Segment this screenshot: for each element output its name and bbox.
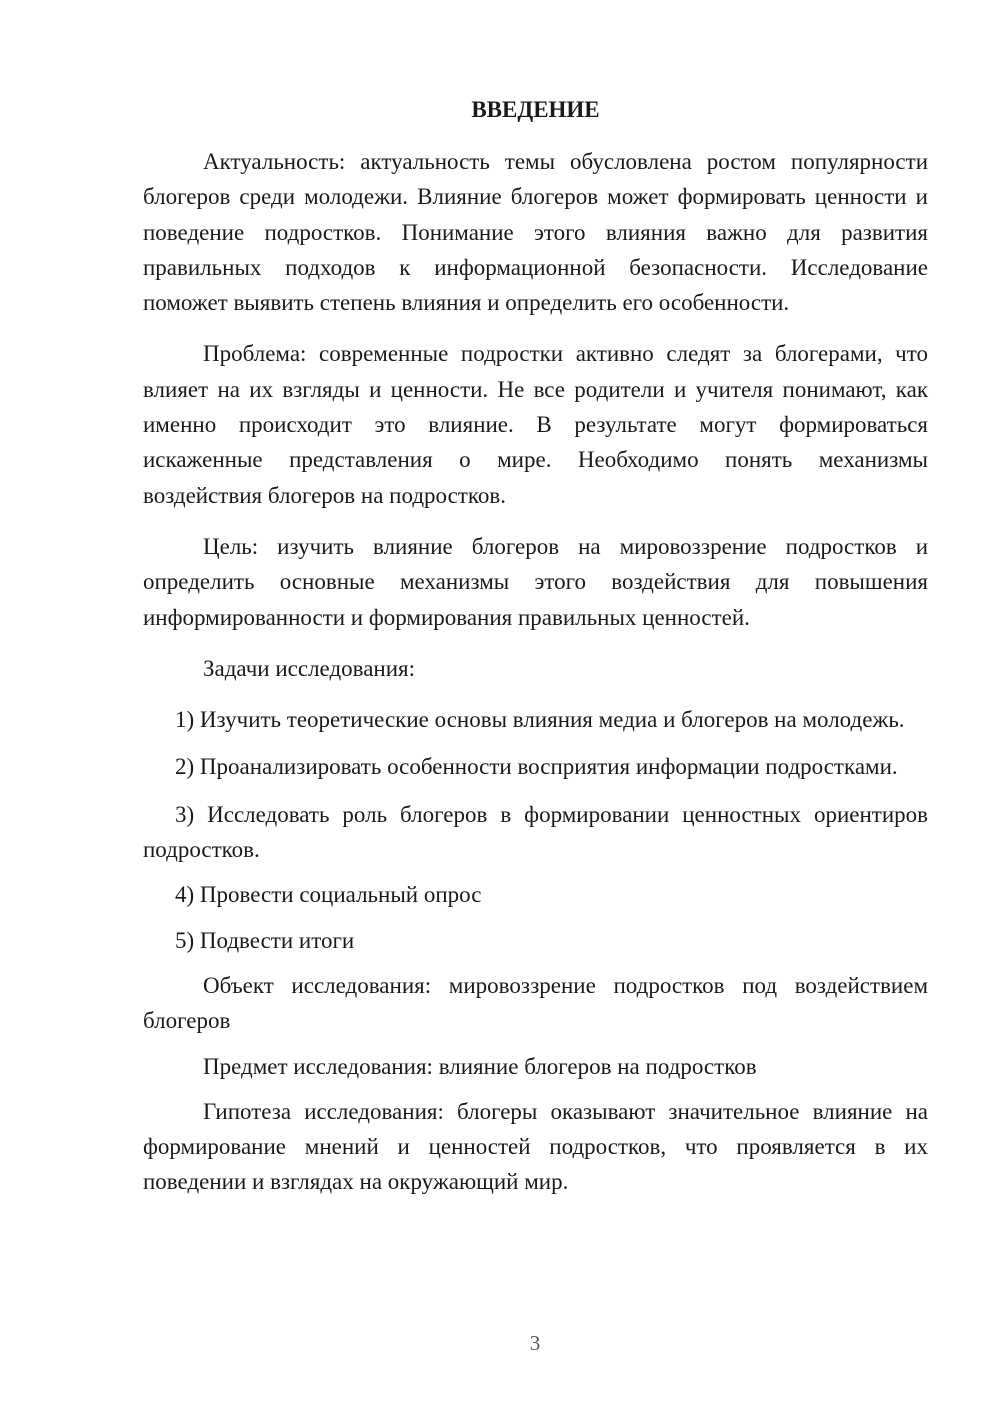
paragraph-goal: Цель: изучить влияние блогеров на мировоззрение подростков и определить основные механизмы этого воздействия для повышения информированности и формирования правильных ценностей. bbox=[143, 533, 928, 630]
paragraph-hypothesis: Гипотеза исследования: блогеры оказывают значительное влияние на формирование мнений и ценностей подростков, что проявляется в их поведении и взглядах на окружающий мир. bbox=[143, 1098, 928, 1195]
paragraph-object: Объект исследования: мировоззрение подростков под воздействием блогеров bbox=[143, 972, 928, 1034]
paragraph-subject: Предмет исследования: влияние блогеров на подростков bbox=[203, 1053, 757, 1079]
task-item: 2) Проанализировать особенности восприятия информации подростками. bbox=[175, 754, 898, 780]
task-item: 4) Провести социальный опрос bbox=[175, 882, 482, 908]
task-item: 1) Изучить теоретические основы влияния медиа и блогеров на молодежь. bbox=[175, 707, 905, 733]
page-number: 3 bbox=[529, 1331, 541, 1355]
tasks-heading: Задачи исследования: bbox=[203, 655, 416, 681]
page-title: ВВЕДЕНИЕ bbox=[471, 97, 600, 122]
page-content bbox=[143, 94, 928, 1200]
paragraph-relevance: Актуальность: актуальность темы обусловлена ростом популярности блогеров среди молодежи. Влияние блогеров может формировать ценности и поведение подростков. Понимание этого влияния важно для развития правильных подходов к информационной безопасности. Исследование поможет выявить степень влияния и определить его особенности. bbox=[143, 149, 928, 316]
task-item: 5) Подвести итоги bbox=[175, 927, 355, 953]
paragraph-problem: Проблема: современные подростки активно следят за блогерами, что влияет на их взгляды и ценности. Не все родители и учителя понимают, как именно происходит это влияние. В результате могут формироваться искаженные представления о мире. Необходимо понять механизмы воздействия блогеров на подростков. bbox=[143, 341, 928, 508]
task-item: 3) Исследовать роль блогеров в формировании ценностных ориентиров подростков. bbox=[143, 801, 928, 863]
